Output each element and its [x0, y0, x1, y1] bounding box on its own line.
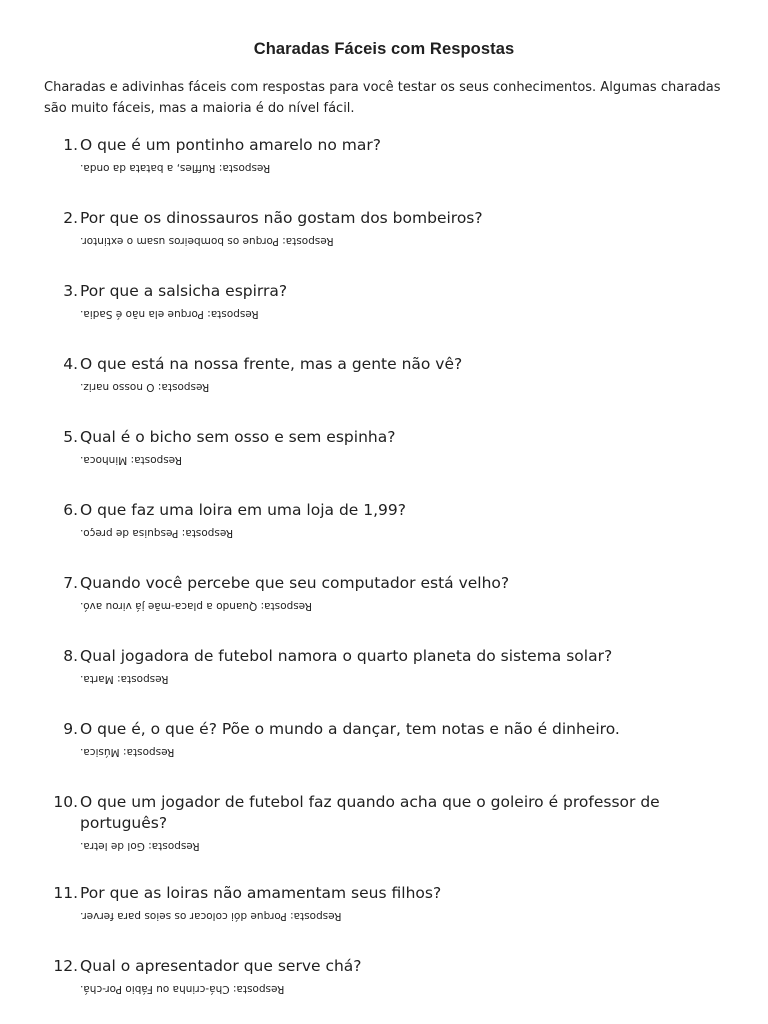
riddle-number: 8. — [63, 647, 78, 665]
riddle-answer-upside-down: Resposta: Gol de letra. — [80, 840, 200, 852]
riddle-item — [44, 646, 724, 686]
riddle-question: O que é, o que é? Põe o mundo a dançar, tem notas e não é dinheiro. — [80, 720, 620, 738]
riddle-body — [80, 956, 724, 996]
riddle-answer-upside-down: Resposta: O nosso nariz. — [80, 381, 210, 393]
riddle-question: Qual o apresentador que serve chá? — [80, 957, 362, 975]
riddle-number: 1. — [63, 136, 78, 154]
riddle-answer-upside-down: Resposta: Quando a placa-mãe já virou avó. — [80, 600, 312, 612]
riddle-body — [80, 208, 724, 248]
riddle-body — [80, 573, 724, 613]
riddle-answer-upside-down: Resposta: Porque ela não é Sadia. — [80, 308, 259, 320]
riddle-answer-upside-down: Resposta: Chá-crinha ou Fábio Por-chá. — [80, 983, 285, 995]
riddle-question: Por que as loiras não amamentam seus filhos? — [80, 884, 442, 902]
riddle-item — [44, 883, 724, 923]
riddle-body — [80, 354, 724, 394]
riddle-body — [80, 427, 724, 467]
riddle-item — [44, 281, 724, 321]
riddle-item — [44, 135, 724, 175]
riddle-number: 7. — [63, 574, 78, 592]
riddle-item — [44, 500, 724, 540]
riddle-body — [80, 646, 724, 686]
riddle-body — [80, 792, 724, 853]
riddle-question: O que está na nossa frente, mas a gente não vê? — [80, 355, 463, 373]
intro-paragraph: Charadas e adivinhas fáceis com respostas para você testar os seus conhecimentos. Algumas charadas são muito fáceis, mas a maioria é do nível fácil. — [44, 80, 721, 116]
riddle-question: O que é um pontinho amarelo no mar? — [80, 136, 381, 154]
riddle-item — [44, 792, 724, 853]
riddle-item — [44, 208, 724, 248]
riddle-question: Qual é o bicho sem osso e sem espinha? — [80, 428, 396, 446]
riddle-number: 2. — [63, 209, 78, 227]
riddle-number: 3. — [63, 282, 78, 300]
riddle-answer-upside-down: Resposta: Ruffles, a batata da onda. — [80, 162, 271, 174]
riddle-number: 11. — [53, 884, 78, 902]
riddle-question: O que faz uma loira em uma loja de 1,99? — [80, 501, 406, 519]
riddle-answer-upside-down: Resposta: Minhoca. — [80, 454, 182, 466]
page-title: Charadas Fáceis com Respostas — [253, 40, 515, 58]
riddle-body — [80, 281, 724, 321]
riddle-number: 12. — [53, 957, 78, 975]
riddle-body — [80, 883, 724, 923]
riddle-item — [44, 956, 724, 996]
riddle-answer-upside-down: Resposta: Música. — [80, 746, 175, 758]
riddle-question: O que um jogador de futebol faz quando acha que o goleiro é professor de português? — [80, 793, 660, 832]
riddle-number: 4. — [63, 355, 78, 373]
riddle-answer-upside-down: Resposta: Marta. — [80, 673, 169, 685]
riddle-item — [44, 354, 724, 394]
riddle-item — [44, 573, 724, 613]
riddle-number: 5. — [63, 428, 78, 446]
riddle-question: Qual jogadora de futebol namora o quarto planeta do sistema solar? — [80, 647, 613, 665]
riddle-answer-upside-down: Resposta: Porque dói colocar os seios para ferver. — [80, 910, 342, 922]
riddle-item — [44, 427, 724, 467]
riddle-body — [80, 719, 724, 759]
riddle-number: 9. — [63, 720, 78, 738]
riddle-item — [44, 719, 724, 759]
riddle-body — [80, 135, 724, 175]
riddle-number: 10. — [53, 793, 78, 811]
riddle-body — [80, 500, 724, 540]
riddle-question: Por que a salsicha espirra? — [80, 282, 288, 300]
riddle-answer-upside-down: Resposta: Porque os bombeiros usam o extintor. — [80, 235, 334, 247]
riddle-answer-upside-down: Resposta: Pesquisa de preço. — [80, 527, 234, 539]
riddle-number: 6. — [63, 501, 78, 519]
riddle-list — [44, 135, 724, 996]
riddle-question: Por que os dinossauros não gostam dos bombeiros? — [80, 209, 483, 227]
riddle-question: Quando você percebe que seu computador está velho? — [80, 574, 510, 592]
